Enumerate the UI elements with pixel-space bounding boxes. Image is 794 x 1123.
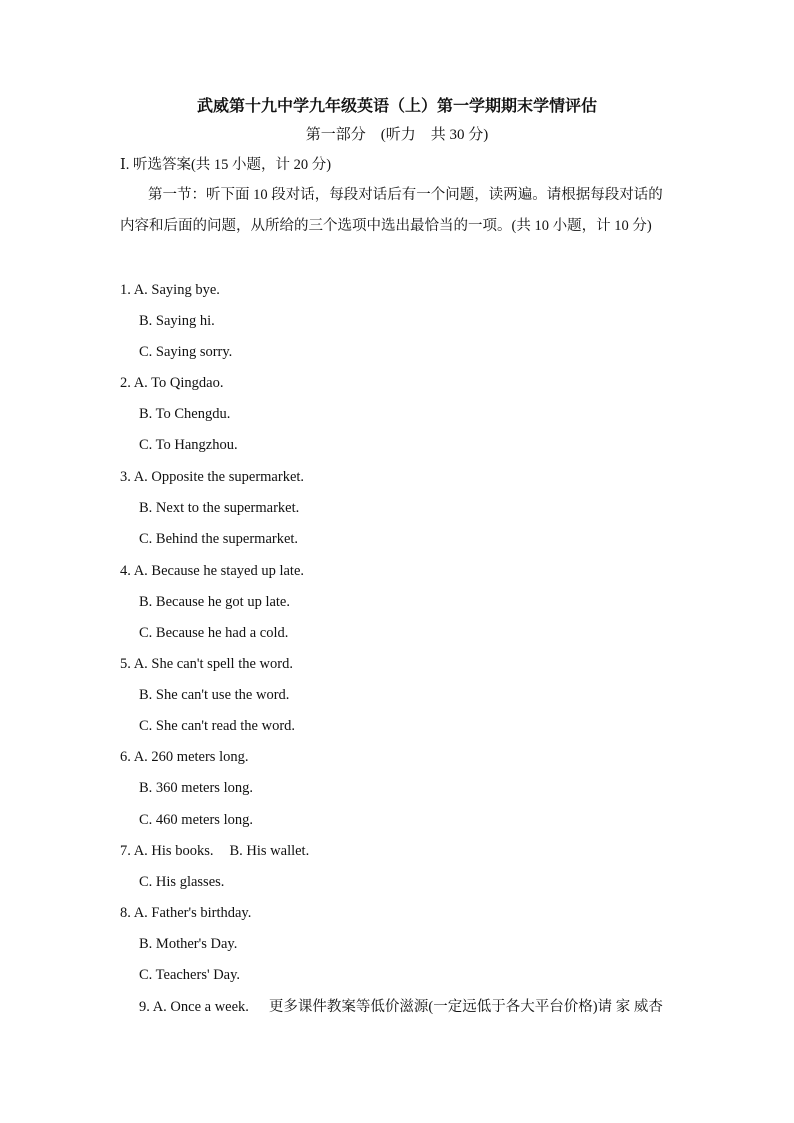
question-3-option-c: C. Behind the supermarket. bbox=[139, 531, 299, 547]
question-2-option-a: 2. A. To Qingdao. bbox=[120, 375, 224, 391]
question-9-option-a: 9. A. Once a week. bbox=[139, 999, 249, 1015]
page-title: 武威第十九中学九年级英语（上）第一学期期末学情评估 bbox=[196, 98, 597, 115]
question-7-row bbox=[120, 841, 309, 861]
question-7-option-a: 7. A. His books. bbox=[120, 843, 214, 859]
instructions-text: 第一节：听下面 10 段对话，每段对话后有一个问题，读两遍。请根据每段对话的内容和后面的问题，从所给的三个选项中选出最恰当的一项。(共 10 小题，计 10 分) bbox=[120, 187, 663, 234]
question-6-option-a: 6. A. 260 meters long. bbox=[120, 749, 249, 765]
question-8-option-b: B. Mother's Day. bbox=[139, 936, 238, 952]
question-4-option-b: B. Because he got up late. bbox=[139, 594, 290, 610]
question-5-option-a: 5. A. She can't spell the word. bbox=[120, 656, 293, 672]
question-3-option-b: B. Next to the supermarket. bbox=[139, 500, 300, 516]
section-heading: Ⅰ. 听选答案(共 15 小题，计 20 分) bbox=[120, 157, 332, 173]
question-5-option-c: C. She can't read the word. bbox=[139, 718, 296, 734]
question-9-row bbox=[139, 997, 663, 1017]
question-1-option-c: C. Saying sorry. bbox=[139, 344, 233, 360]
question-1-option-a: 1. A. Saying bye. bbox=[120, 282, 220, 298]
question-4-option-a: 4. A. Because he stayed up late. bbox=[120, 563, 305, 579]
question-1-option-b: B. Saying hi. bbox=[139, 313, 215, 329]
question-7-option-b: B. His wallet. bbox=[229, 843, 310, 859]
question-8-option-c: C. Teachers' Day. bbox=[139, 967, 241, 983]
promo-text: 更多课件教案等低价滋源(一定远低于各大平台价格)请 家 威杏 bbox=[268, 999, 663, 1015]
question-2-option-c: C. To Hangzhou. bbox=[139, 437, 238, 453]
question-4-option-c: C. Because he had a cold. bbox=[139, 625, 289, 641]
question-7-option-c: C. His glasses. bbox=[139, 874, 225, 890]
instructions bbox=[120, 180, 676, 242]
question-6-option-c: C. 460 meters long. bbox=[139, 812, 253, 828]
question-8-option-a: 8. A. Father's birthday. bbox=[120, 905, 252, 921]
question-5-option-b: B. She can't use the word. bbox=[139, 687, 290, 703]
part-subtitle: 第一部分 (听力 共 30 分) bbox=[305, 127, 489, 143]
question-2-option-b: B. To Chengdu. bbox=[139, 406, 231, 422]
question-3-option-a: 3. A. Opposite the supermarket. bbox=[120, 469, 305, 485]
question-6-option-b: B. 360 meters long. bbox=[139, 780, 253, 796]
